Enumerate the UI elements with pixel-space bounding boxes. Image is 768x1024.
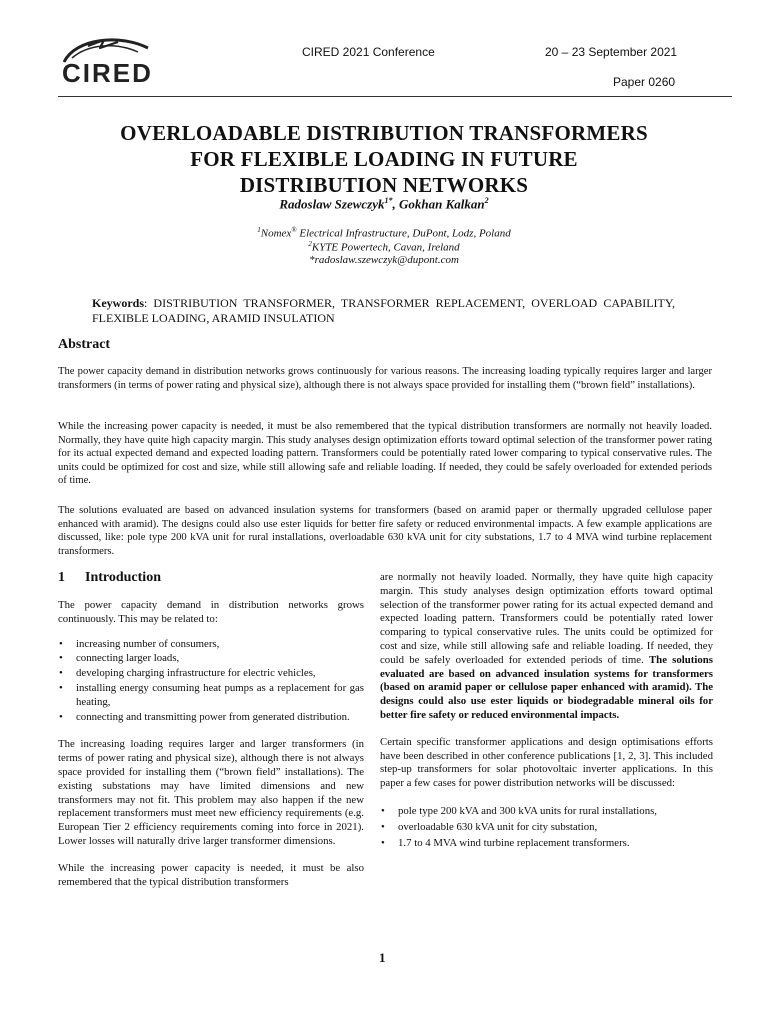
section-title: Introduction — [85, 570, 161, 585]
list-item: • overloadable 630 kVA unit for city substation, — [380, 821, 713, 835]
list-item: • 1.7 to 4 MVA wind turbine replacement transformers. — [380, 837, 713, 851]
list-item: • installing energy consuming heat pumps as a replacement for gas heating, — [58, 682, 364, 710]
affiliation-2 — [58, 240, 710, 254]
conference-name: CIRED 2021 Conference — [302, 45, 435, 59]
page-number: 1 — [379, 950, 386, 965]
list-item: • connecting larger loads, — [58, 652, 364, 666]
list-item: • pole type 200 kVA and 300 kVA units for rural installations, — [380, 805, 713, 819]
affiliation-text: Electrical Infrastructure, DuPont, Lodz, Poland — [296, 227, 511, 240]
paper-title — [58, 120, 710, 198]
title-line: DISTRIBUTION NETWORKS — [239, 173, 529, 197]
keywords-label: Keywords — [92, 296, 144, 310]
keywords-text: : DISTRIBUTION TRANSFORMER, TRANSFORMER REPLACEMENT, OVERLOAD CAPABILITY, FLEXIBLE LOADING, ARAMID INSULATION — [92, 296, 675, 325]
affiliation-text: KYTE Powertech, Cavan, Ireland — [311, 241, 460, 254]
abstract-paragraph: The power capacity demand in distribution networks grows continuously for various reasons. The increasing loading typically requires larger and larger transformers (in terms of power rating and physical size), although there is not always space provided for installing them (“brown field” installations). — [58, 366, 712, 391]
paragraph-text: are normally not heavily loaded. Normally, they have quite high capacity margin. This study analyses design optimization efforts toward optimal selection of the transformer power rating for its actual expected demand and expected loading pattern. Transformers could be potentially rated lower comparing to typical conservative rules. The units could be optimized for cost and size, while still allowing safe and reliable loading. If needed, they could be safely overloaded for extended periods of time. — [380, 571, 713, 666]
intro-paragraph — [380, 571, 713, 723]
abstract-paragraph: The solutions evaluated are based on advanced insulation systems for transformers (based on aramid paper or thermally upgraded cellulose paper enhanced with aramid). The designs could also use ester liquids for better fire safety or reduced environmental impacts. A few example applications are discussed, like: pole type 200 kVA unit for rural installations, overloadable 630 kVA unit for city substations, 1.7 to 4 MVA wind turbine replacement transformers. — [58, 505, 712, 557]
author-name: Radoslaw Szewczyk — [279, 196, 385, 212]
affiliation-brand: Nomex — [260, 227, 292, 240]
title-line: OVERLOADABLE DISTRIBUTION TRANSFORMERS — [120, 121, 648, 145]
section-number: 1 — [58, 570, 65, 585]
author-name: Gokhan Kalkan — [398, 196, 485, 212]
cired-logo — [58, 32, 158, 86]
bullet-list — [58, 638, 364, 725]
conference-dates: 20 – 23 September 2021 — [545, 45, 678, 59]
affiliation-1 — [58, 226, 710, 240]
left-column — [58, 599, 364, 889]
authors — [58, 196, 710, 212]
intro-paragraph: The increasing loading requires larger and larger transformers (in terms of power rating and physical size), although there is not always space provided for installing them (“brown field” installations). The existing substations may have limited dimensions and new transformers may not fit. This problem may also happen if the new replacement transformers must meet new efficiency requirements (e.g. European Tier 2 efficiency requirements coming into force in 2021). Lower losses will naturally drive larger transformer dimensions. — [58, 738, 364, 847]
list-item: • connecting and transmitting power from generated distribution. — [58, 711, 364, 725]
paper-number: Paper 0260 — [613, 75, 676, 89]
affiliation-mark: 2 — [308, 240, 312, 248]
author-mark: 2 — [484, 196, 489, 205]
abstract-heading: Abstract — [58, 337, 111, 352]
bullet-list — [380, 805, 713, 850]
abstract-paragraph: While the increasing power capacity is needed, it must be also remembered that the typical distribution transformers are normally not heavily loaded. Normally, they have quite high capacity margin. This study analyses design optimization efforts toward optimal selection of the transformer power rating for its actual expected demand and expected loading pattern. Transformers could be potentially rated lower comparing to typical conservative rules. The units could be optimized for cost and size, while still allowing safe and reliable loading. If needed, they could be safely overloaded for extended periods of time. — [58, 421, 712, 487]
intro-paragraph: The power capacity demand in distribution networks grows continuously. This may be related to: — [58, 599, 364, 625]
affiliation-mark: 1 — [257, 226, 261, 234]
intro-paragraph: Certain specific transformer applications and design optimisations efforts have been described in other conference publications [1, 2, 3]. This included step-up transformers for solar photovoltaic inverter applications. In this paper a few cases for power distribution networks will be discussed: — [380, 735, 713, 790]
header-divider — [58, 96, 732, 97]
keywords — [92, 296, 675, 326]
author-mark: 1* — [384, 196, 393, 205]
registered-mark: ® — [291, 226, 297, 234]
intro-paragraph: While the increasing power capacity is needed, it must be also remembered that the typical distribution transformers — [58, 861, 364, 888]
title-line: FOR FLEXIBLE LOADING IN FUTURE — [190, 147, 578, 171]
paragraph-emphasis: The solutions evaluated are based on advanced insulation systems for transformers (based on aramid paper or cellulose paper enhanced with aramid). The designs could also use ester liquids or biodegradable mineral oils for better fire safety or reduced environmental impacts. — [380, 653, 713, 721]
corresponding-email: *radoslaw.szewczyk@dupont.com — [309, 254, 459, 266]
author-separator: , — [392, 196, 399, 212]
logo-text: CIRED — [62, 58, 153, 88]
list-item: • increasing number of consumers, — [58, 638, 364, 652]
list-item: • developing charging infrastructure for electric vehicles, — [58, 667, 364, 681]
section-heading — [58, 570, 161, 586]
right-column — [380, 571, 713, 850]
